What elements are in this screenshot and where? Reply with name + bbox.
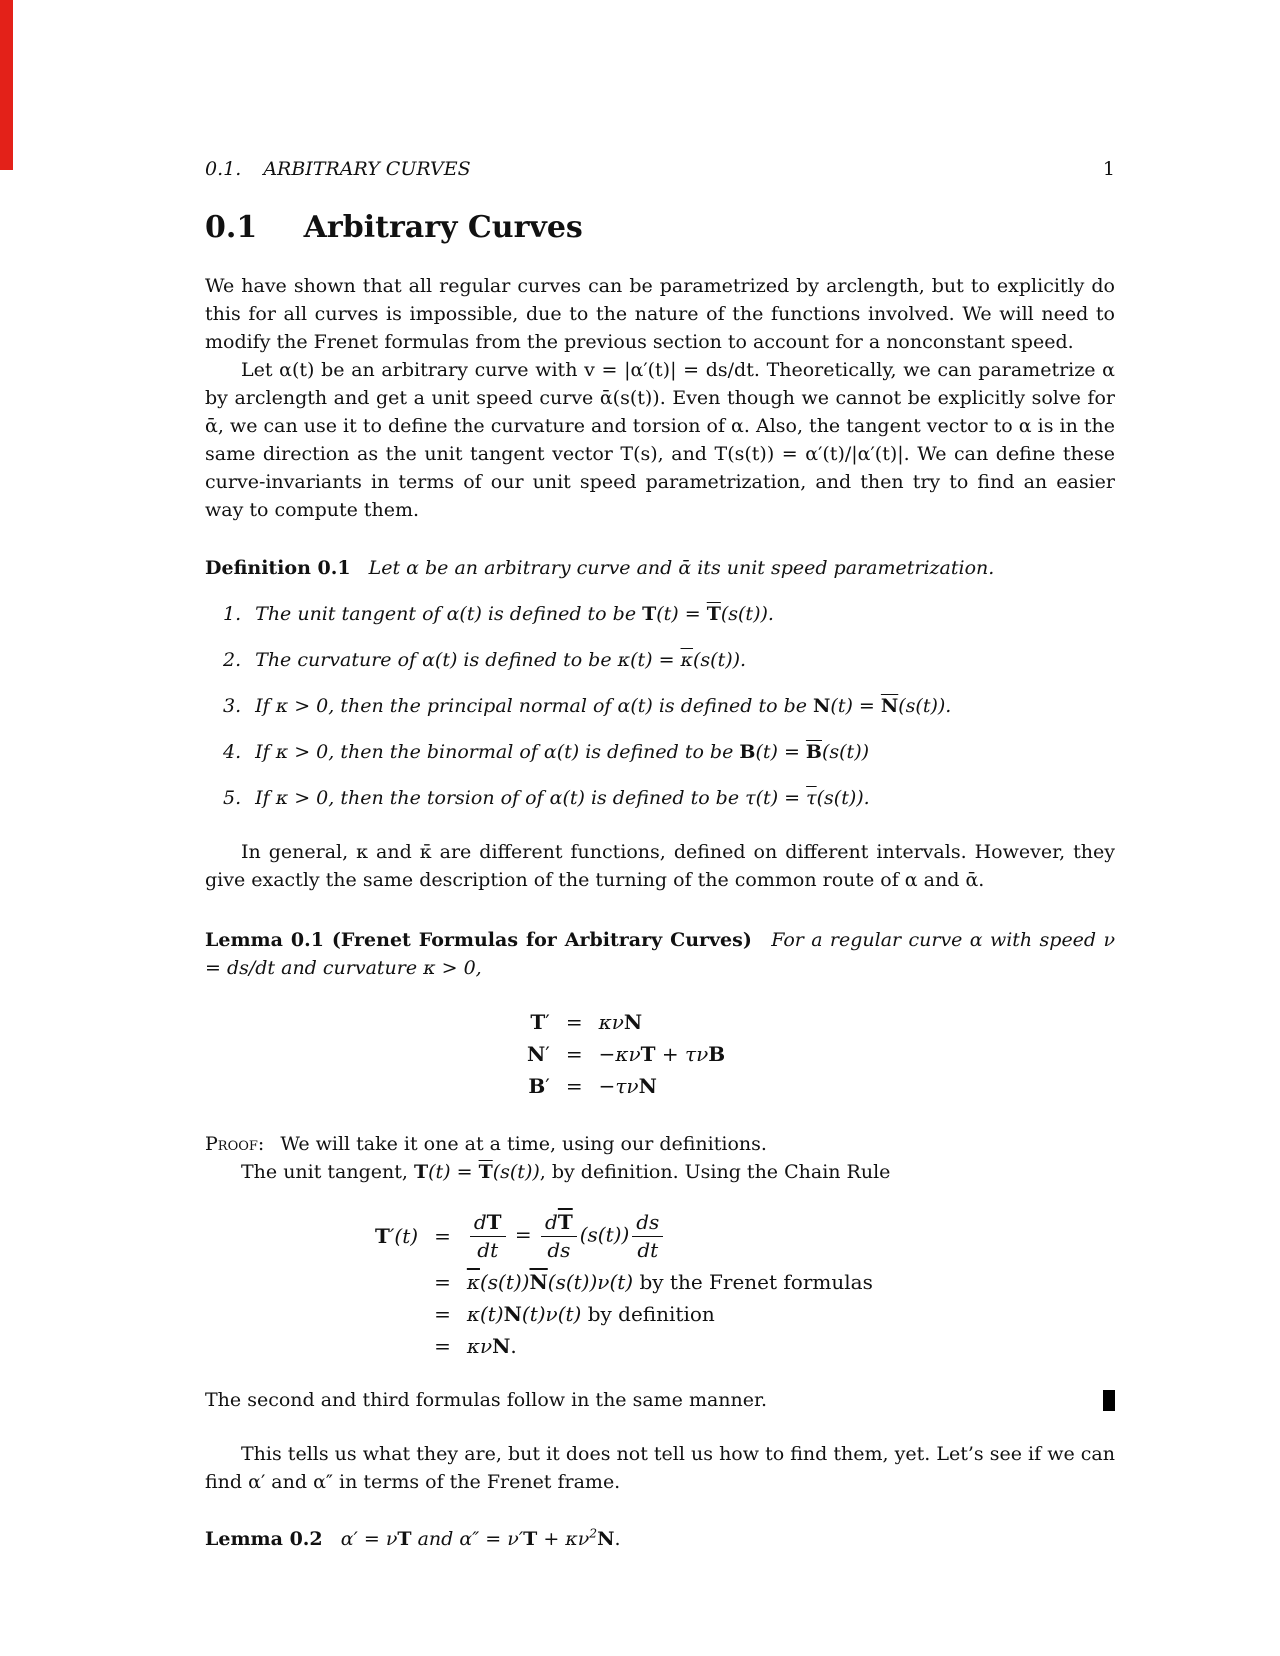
proof-intro-text: We will take it one at a time, using our definitions.	[280, 1133, 767, 1155]
equation-rhs: −κνT + τνB	[598, 1042, 726, 1066]
section-title: Arbitrary Curves	[303, 210, 583, 245]
derivation-rhs: $\overline{\kappa}(s(t))\overline{N}(s(t))\nu(t)$ by the Frenet formulas	[466, 1270, 873, 1294]
paragraph-in-general: In general, κ and κ̄ are different functions, defined on different intervals. However, they give exactly the same description of the turning of the common route of α and ᾱ.	[205, 841, 1115, 891]
paragraph-intro: We have shown that all regular curves can be parametrized by arclength, but to explicitly do this for all curves is impossible, due to the nature of the functions involved. We will need to modify the Frenet formulas from the previous section to account for a nonconstant speed.	[205, 275, 1115, 353]
equation-row	[527, 1006, 725, 1038]
definition-item-5	[205, 784, 1115, 812]
definition-list	[205, 600, 1115, 812]
item-text: The unit tangent of α(t) is defined to be $T(t) = \overline{T}(s(t))$.	[255, 603, 774, 625]
definition-text: Let α be an arbitrary curve and ᾱ its unit speed parametrization.	[368, 557, 995, 579]
lemma-0-2	[205, 1520, 1115, 1553]
equation-lhs: N′	[527, 1042, 550, 1066]
running-header	[205, 158, 1115, 180]
definition-item-3	[205, 692, 1115, 720]
equation-lhs: B′	[528, 1074, 550, 1098]
equation-rhs: κνN	[598, 1010, 643, 1034]
proof-chain-rule-line: The unit tangent, $T(t) = \overline{T}(s(t))$, by definition. Using the Chain Rule	[241, 1161, 891, 1183]
equation-row	[527, 1070, 725, 1102]
equation-rhs: −τνN	[598, 1074, 657, 1098]
lemma-0-1	[205, 926, 1115, 982]
derivation-equations	[375, 1206, 873, 1362]
item-number: 5.	[223, 787, 242, 809]
derivation-relation: =	[434, 1224, 451, 1248]
page-number: 1	[1102, 158, 1115, 180]
section-heading	[205, 210, 1115, 245]
item-number: 1.	[223, 603, 242, 625]
qed-box	[1103, 1390, 1115, 1411]
derivation-rhs: $\frac{dT}{dt}$ = $\frac{d\overline{T}}{ds}$ (s(t)) $\frac{ds}{dt}$	[467, 1206, 873, 1266]
frenet-equations	[527, 1006, 725, 1102]
equation-lhs: T′	[530, 1010, 550, 1034]
definition-0-1	[205, 554, 1115, 582]
derivation-row	[375, 1330, 873, 1362]
derivation-lhs	[375, 1266, 418, 1298]
proof-conclusion	[205, 1386, 1115, 1414]
definition-item-4	[205, 738, 1115, 766]
equation-relation: =	[565, 1010, 583, 1034]
derivation-relation: =	[434, 1334, 451, 1358]
paragraph-arclength: Let α(t) be an arbitrary curve with v = |α′(t)| = ds/dt. Theoretically, we can parametrize α by arclength and get a unit speed curve ᾱ(s(t)). Even though we cannot be explicitly solve for ᾱ, we can use it to define the curvature and torsion of α. Also, the tangent vector to α is in the same direction as the unit tangent vector T(s), and T(s(t)) = α′(t)/|α′(t)|. We can define these curve-invariants in terms of our unit speed parametrization, and then try to find an easier way to compute them.	[205, 359, 1115, 521]
red-edge-marker	[0, 0, 13, 170]
item-number: 2.	[223, 649, 242, 671]
item-text: If κ > 0, then the binormal of α(t) is defined to be $B(t) = \overline{B}(s(t))$	[255, 741, 870, 763]
lemma-0-2-statement: α′ = νT and $\alpha'' = \nu'T + \kappa\nu^2N$.	[340, 1527, 621, 1551]
lemma-0-2-label: Lemma 0.2	[205, 1528, 323, 1551]
item-text: If κ > 0, then the torsion of of α(t) is defined to be $\tau(t) = \overline{\tau}(s(t))$.	[255, 787, 870, 809]
derivation-lhs: T′(t)	[375, 1224, 419, 1248]
derivation-row	[375, 1206, 873, 1266]
definition-item-1	[205, 600, 1115, 628]
derivation-row	[375, 1266, 873, 1298]
proof-label: Proof:	[205, 1133, 265, 1155]
item-number: 3.	[223, 695, 242, 717]
definition-item-2	[205, 646, 1115, 674]
derivation-rhs: κ(t)N(t)ν(t) by definition	[466, 1302, 715, 1326]
paragraph-this-tells: This tells us what they are, but it does not tell us how to find them, yet. Let’s see if we can find α′ and α″ in terms of the Frenet frame.	[205, 1443, 1115, 1493]
derivation-lhs	[375, 1330, 418, 1362]
lemma-0-1-label: Lemma 0.1 (Frenet Formulas for Arbitrary Curves)	[205, 929, 752, 951]
proof-intro	[205, 1130, 1115, 1158]
derivation-lhs	[375, 1298, 418, 1330]
equation-relation: =	[565, 1074, 583, 1098]
item-text: If κ > 0, then the principal normal of α(t) is defined to be $N(t) = \overline{N}(s(t))$.	[255, 695, 952, 717]
lemma-0-1-text: For a regular curve α with speed ν = ds/dt and curvature κ > 0,	[205, 929, 1116, 979]
section-number: 0.1	[205, 210, 258, 245]
proof-conclusion-text: The second and third formulas follow in the same manner.	[205, 1389, 768, 1411]
item-number: 4.	[223, 741, 242, 763]
running-header-section-number: 0.1.	[205, 158, 242, 180]
running-header-section-title: ARBITRARY CURVES	[263, 158, 471, 180]
item-text: The curvature of α(t) is defined to be $\kappa(t) = \overline{\kappa}(s(t))$.	[255, 649, 747, 671]
document-page	[205, 158, 1115, 1553]
derivation-relation: =	[434, 1270, 451, 1294]
equation-row	[527, 1038, 725, 1070]
derivation-row	[375, 1298, 873, 1330]
running-header-title	[205, 158, 471, 180]
derivation-rhs: κνN.	[466, 1334, 517, 1358]
derivation-relation: =	[434, 1302, 451, 1326]
equation-relation: =	[565, 1042, 583, 1066]
definition-label: Definition 0.1	[205, 557, 351, 579]
